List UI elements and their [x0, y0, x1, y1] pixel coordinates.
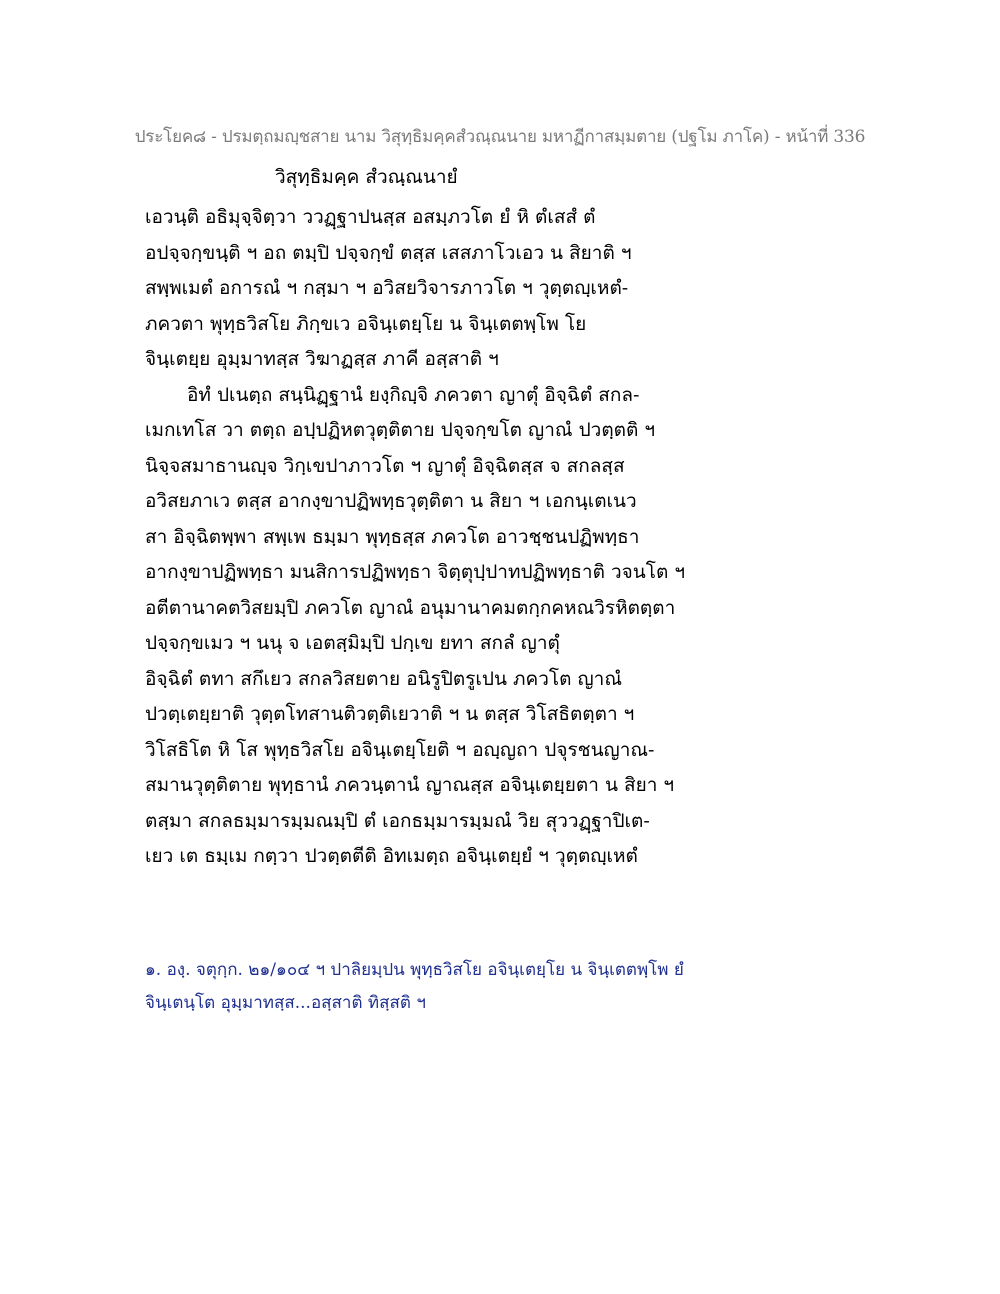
- running-header: ประโยค๘ - ปรมตฺถมญฺชสาย นาม วิสุทฺธิมคฺคสํวณฺณนาย มหาฏีกาสมฺมตาย (ปฐโม ภาโค) - หน้าที่ 336: [134, 127, 866, 147]
- text-line-paragraph-start: อิทํ ปเนตฺถ สนฺนิฏฺฐานํ ยงฺกิญฺจิ ภควตา ญาตุํ อิจฺฉิตํ สกล-: [187, 383, 640, 406]
- text-line: อปจฺจกฺขนฺติ ฯ อถ ตมฺปิ ปจฺจกฺขํ ตสฺส เสสภาโวเอว น สิยาติ ฯ: [145, 241, 632, 264]
- text-line: ภควตา พุทฺธวิสโย ภิกฺขเว อจินฺเตยฺโย น จินฺเตตพฺโพ โย: [145, 312, 587, 335]
- body-text: [145, 200, 860, 875]
- text-line: สา อิจฺฉิตพฺพา สพฺเพ ธมฺมา พุทฺธสฺส ภควโต อาวชฺชนปฏิพทฺธา: [145, 525, 640, 548]
- text-line: จินฺเตยฺย อุมฺมาทสฺส วิฆาฏสฺส ภาคี อสฺสาติ ฯ: [145, 348, 499, 370]
- text-line: เมกเทโส วา ตตฺถ อปฺปฏิหตวุตฺติตาย ปจฺจกฺขโต ญาณํ ปวตฺตติ ฯ: [145, 419, 656, 441]
- text-line: สพฺพเมตํ อการณํ ฯ กสฺมา ฯ อวิสยวิจารภาวโต ฯ วุตฺตญฺเหตํ-: [145, 277, 629, 299]
- text-line: นิจฺจสมาธานญฺจ วิกฺเขปาภาวโต ฯ ญาตุํ อิจฺฉิตสฺส จ สกลสฺส: [145, 454, 625, 477]
- text-line: อิจฺฉิตํ ตทา สกึเยว สกลวิสยตาย อนิรูปิตรูเปน ภควโต ญาณํ: [145, 667, 622, 690]
- text-line: อากงฺขาปฏิพทฺธา มนสิการปฏิพทฺธา จิตฺตุปฺปาทปฏิพทฺธาติ วจนโต ฯ: [145, 561, 686, 583]
- text-line: สมานวุตฺติตาย พุทฺธานํ ภควนฺตานํ ญาณสฺส อจินฺเตยฺยตา น สิยา ฯ: [145, 774, 675, 796]
- text-line: ปจฺจกฺขเมว ฯ นนุ จ เอตสฺมิมฺปิ ปกฺเข ยทา สกลํ ญาตุํ: [145, 632, 560, 654]
- footnote-line: ๑. องฺ. จตุกฺก. ๒๑/๑๐๔ ฯ ปาลิยมฺปน พุทฺธวิสโย อจินฺเตยฺโย น จินฺเตตพฺโพ ยํ: [145, 960, 684, 980]
- text-line: ปวตฺเตยฺยาติ วุตฺตโทสานติวตฺติเยวาติ ฯ น ตสฺส วิโสธิตตฺตา ฯ: [145, 703, 635, 725]
- text-line: อตีตานาคตวิสยมฺปิ ภควโต ญาณํ อนุมานาคมตกฺกคหณวิรหิตตฺตา: [145, 596, 676, 619]
- text-line: เอวนฺติ อธิมุจฺจิตฺวา ววฏฺฐาปนสฺส อสมฺภวโต ยํ หิ ตํเสสํ ตํ: [145, 206, 596, 228]
- text-line: วิโสธิโต หิ โส พุทฺธวิสโย อจินฺเตยฺโยติ ฯ อญฺญถา ปจุรชนญาณ-: [145, 738, 655, 761]
- text-line: อวิสยภาเว ตสฺส อากงฺขาปฏิพทฺธวุตฺติตา น สิยา ฯ เอกนฺเตเนว: [145, 490, 637, 512]
- text-line: เยว เต ธมฺเม กตฺวา ปวตฺตตีติ อิทเมตฺถ อจินฺเตยฺยํ ฯ วุตฺตญฺเหตํ: [145, 845, 638, 867]
- text-line: ตสฺมา สกลธมฺมารมฺมณมฺปิ ตํ เอกธมฺมารมฺมณํ วิย สุววฏฺฐาปิเต-: [145, 809, 650, 832]
- section-title: วิสุทฺธิมคฺค สํวณฺณนายํ: [275, 166, 458, 188]
- footnote-line: จินฺเตนฺโต อุมฺมาทสฺส...อสฺสาติ ทิสฺสติ ฯ: [145, 993, 426, 1013]
- footnotes: [145, 954, 860, 1020]
